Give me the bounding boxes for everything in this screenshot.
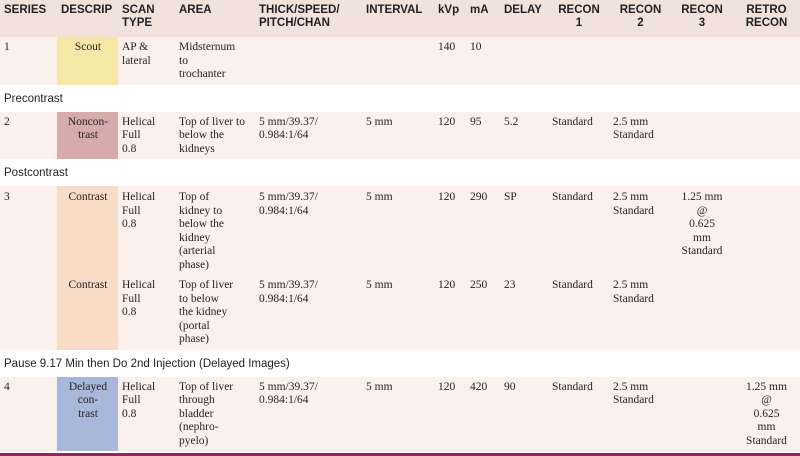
header-recon-1: RECON 1 [548, 0, 609, 37]
section-precontrast: Precontrast [0, 89, 800, 112]
table-row [0, 112, 800, 160]
cell-delay [500, 37, 548, 85]
cell-ma: 95 [466, 112, 500, 160]
cell-recon-2: 2.5 mm Standard [609, 112, 671, 160]
section-row [0, 89, 800, 112]
cell-series: 3 [0, 186, 57, 275]
cell-area: Top of liver to below the kidneys [175, 112, 255, 160]
header-interval: INTERVAL [362, 0, 434, 37]
header-scan-type: SCAN TYPE [118, 0, 175, 37]
cell-retro-recon [732, 275, 800, 350]
cell-recon-2: 2.5 mm Standard [609, 275, 671, 350]
header-ma: mA [466, 0, 500, 37]
cell-series: 4 [0, 377, 57, 452]
cell-interval [362, 37, 434, 85]
cell-interval: 5 mm [362, 186, 434, 275]
cell-scan-type: Helical Full 0.8 [118, 112, 175, 160]
cell-kvp: 140 [434, 37, 466, 85]
cell-kvp: 120 [434, 275, 466, 350]
cell-recon-3 [671, 37, 732, 85]
cell-ma: 250 [466, 275, 500, 350]
header-retro-recon: RETRO RECON [732, 0, 800, 37]
header-row [0, 0, 800, 37]
header-series: SERIES [0, 0, 57, 37]
cell-delay: SP [500, 186, 548, 275]
cell-retro-recon [732, 112, 800, 160]
table-row [0, 186, 800, 275]
cell-recon-2: 2.5 mm Standard [609, 186, 671, 275]
cell-delay: 5.2 [500, 112, 548, 160]
cell-recon-1: Standard [548, 112, 609, 160]
cell-recon-3: 1.25 mm @ 0.625 mm Standard [671, 186, 732, 275]
cell-recon-3 [671, 112, 732, 160]
cell-series [0, 275, 57, 350]
cell-interval: 5 mm [362, 275, 434, 350]
cell-interval: 5 mm [362, 112, 434, 160]
cell-thick: 5 mm/39.37/ 0.984:1/64 [255, 186, 362, 275]
cell-ma: 420 [466, 377, 500, 452]
header-area: AREA [175, 0, 255, 37]
header-thick-speed-pitch-chan: THICK/SPEED/ PITCH/CHAN [255, 0, 362, 37]
cell-recon-2 [609, 37, 671, 85]
header-recon-3: RECON 3 [671, 0, 732, 37]
table-row [0, 37, 800, 85]
cell-area: Midsternum to trochanter [175, 37, 255, 85]
cell-area: Top of kidney to below the kidney (arterial phase) [175, 186, 255, 275]
header-delay: DELAY [500, 0, 548, 37]
cell-scan-type: Helical Full 0.8 [118, 275, 175, 350]
cell-kvp: 120 [434, 186, 466, 275]
cell-scan-type: Helical Full 0.8 [118, 186, 175, 275]
cell-descrip: Delayed con- trast [57, 377, 118, 452]
section-postcontrast: Postcontrast [0, 163, 800, 186]
cell-delay: 90 [500, 377, 548, 452]
cell-descrip: Scout [57, 37, 118, 85]
cell-descrip: Noncon- trast [57, 112, 118, 160]
section-row [0, 354, 800, 377]
cell-ma: 10 [466, 37, 500, 85]
cell-thick: 5 mm/39.37/ 0.984:1/64 [255, 377, 362, 452]
cell-retro-recon [732, 186, 800, 275]
cell-recon-1 [548, 37, 609, 85]
cell-thick: 5 mm/39.37/ 0.984:1/64 [255, 275, 362, 350]
header-descrip: DESCRIP [57, 0, 118, 37]
cell-area: Top of liver through bladder (nephro- pyelo) [175, 377, 255, 452]
cell-scan-type: AP & lateral [118, 37, 175, 85]
cell-recon-2: 2.5 mm Standard [609, 377, 671, 452]
cell-descrip: Contrast [57, 186, 118, 275]
cell-kvp: 120 [434, 377, 466, 452]
cell-area: Top of liver to below the kidney (portal phase) [175, 275, 255, 350]
cell-interval: 5 mm [362, 377, 434, 452]
cell-recon-3 [671, 377, 732, 452]
section-pause: Pause 9.17 Min then Do 2nd Injection (Delayed Images) [0, 354, 800, 377]
table-row [0, 275, 800, 350]
cell-delay: 23 [500, 275, 548, 350]
cell-descrip: Contrast [57, 275, 118, 350]
cell-scan-type: Helical Full 0.8 [118, 377, 175, 452]
cell-recon-1: Standard [548, 186, 609, 275]
cell-retro-recon [732, 37, 800, 85]
header-recon-2: RECON 2 [609, 0, 671, 37]
cell-retro-recon: 1.25 mm @ 0.625 mm Standard [732, 377, 800, 452]
cell-ma: 290 [466, 186, 500, 275]
cell-recon-1: Standard [548, 377, 609, 452]
cell-thick [255, 37, 362, 85]
header-kvp: kVp [434, 0, 466, 37]
table-row [0, 377, 800, 452]
cell-thick: 5 mm/39.37/ 0.984:1/64 [255, 112, 362, 160]
cell-recon-3 [671, 275, 732, 350]
cell-series: 2 [0, 112, 57, 160]
cell-kvp: 120 [434, 112, 466, 160]
section-row [0, 163, 800, 186]
cell-recon-1: Standard [548, 275, 609, 350]
cell-series: 1 [0, 37, 57, 85]
